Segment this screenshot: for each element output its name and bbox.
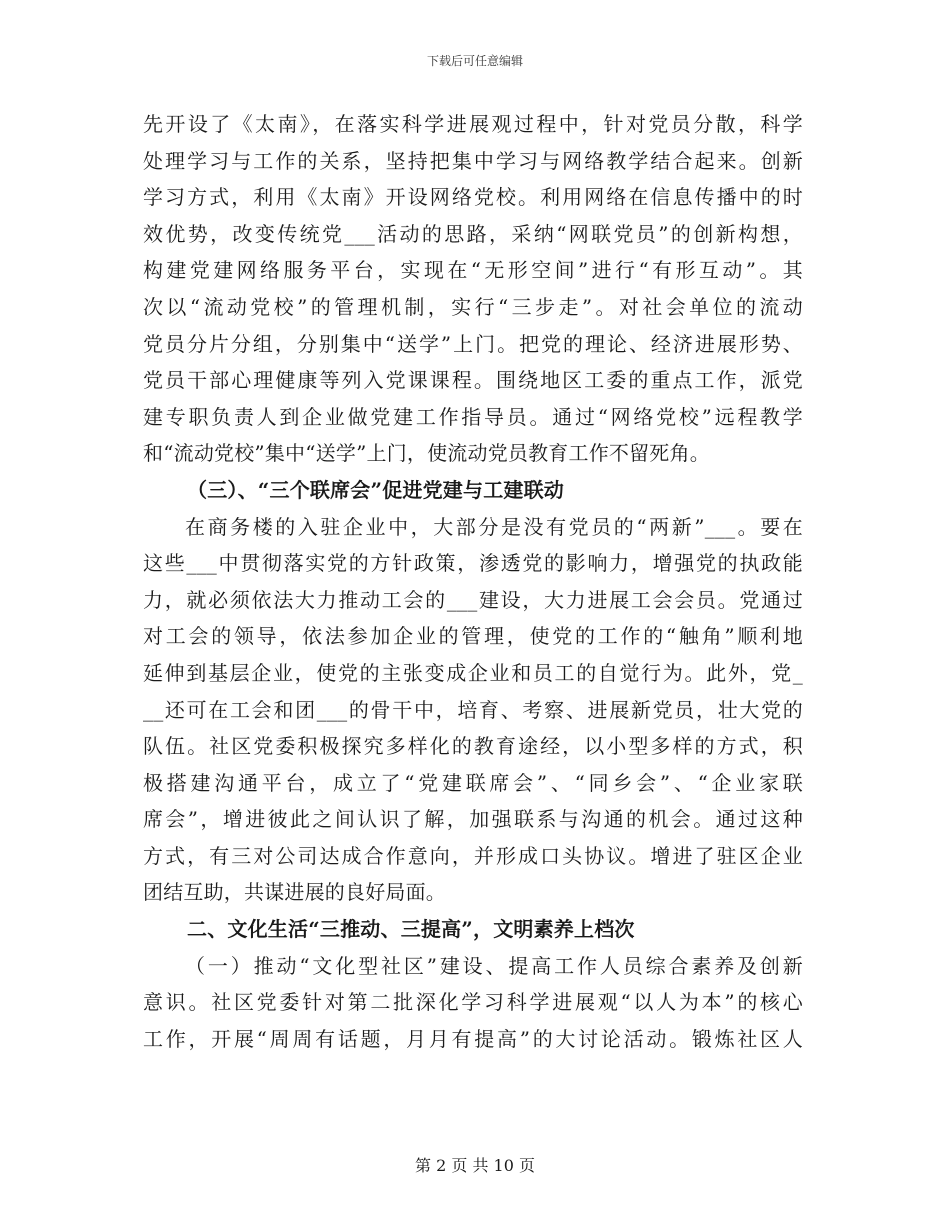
body-line: 队伍。社区党委积极探究多样化的教育途经，以小型多样的方式，积: [143, 734, 803, 759]
body-line: 工作，开展“周周有话题，月月有提高”的大讨论活动。锻炼社区人: [143, 1026, 803, 1051]
body-line: 建专职负责人到企业做党建工作指导员。通过“网络党校”远程教学: [143, 404, 803, 429]
section-heading: 二、文化生活“三推动、三提高”，文明素养上档次: [187, 917, 635, 942]
section-heading: （三）、“三个联席会”促进党建与工建联动: [187, 477, 565, 502]
body-line: 极搭建沟通平台，成立了“党建联席会”、“同乡会”、“企业家联: [143, 770, 803, 795]
body-line: 席会”，增进彼此之间认识了解，加强联系与沟通的机会。通过这种: [143, 807, 803, 832]
body-line: 延伸到基层企业，使党的主张变成企业和员工的自觉行为。此外，党_: [143, 660, 803, 685]
body-line: 力，就必须依法大力推动工会的___建设，大力进展工会会员。党通过: [143, 587, 803, 612]
body-line: 学习方式，利用《太南》开设网络党校。利用网络在信息传播中的时: [143, 185, 803, 210]
body-line: （一）推动“文化型社区”建设、提高工作人员综合素养及创新: [185, 953, 803, 978]
body-line: 构建党建网络服务平台，实现在“无形空间”进行“有形互动”。其: [143, 258, 803, 283]
body-line: __还可在工会和团___的骨干中，培育、考察、进展新党员，壮大党的: [143, 697, 803, 722]
body-line: 先开设了《太南》，在落实科学进展观过程中，针对党员分散，科学: [143, 112, 803, 136]
document-body: [143, 106, 803, 1057]
body-line: 方式，有三对公司达成合作意向，并形成口头协议。增进了驻区企业: [143, 843, 803, 868]
body-line: 意识。社区党委针对第二批深化学习科学进展观“以人为本”的核心: [143, 990, 803, 1015]
body-line: 和“流动党校”集中“送学”上门，使流动党员教育工作不留死角。: [143, 441, 710, 466]
body-line: 效优势，改变传统党___活动的思路，采纳“网联党员”的创新构想，: [143, 221, 803, 246]
page-number-footer: 第 2 页 共 10 页: [415, 1156, 535, 1175]
body-line: 团结互助，共谋进展的良好局面。: [143, 880, 446, 905]
page-header: 下载后可任意编辑: [426, 54, 523, 68]
body-line: 在商务楼的入驻企业中，大部分是没有党员的“两新”___。要在: [185, 514, 803, 539]
body-line: 党员干部心理健康等列入党课课程。围绕地区工委的重点工作，派党: [143, 368, 803, 393]
body-line: 党员分片分组，分别集中“送学”上门。把党的理论、经济进展形势、: [143, 331, 803, 356]
body-line: 对工会的领导，依法参加企业的管理，使党的工作的“触角”顺利地: [143, 624, 803, 649]
body-line: 这些___中贯彻落实党的方针政策，渗透党的影响力，增强党的执政能: [143, 551, 803, 576]
body-line: 处理学习与工作的关系，坚持把集中学习与网络教学结合起来。创新: [143, 148, 803, 173]
body-line: 次以“流动党校”的管理机制，实行“三步走”。对社会单位的流动: [143, 294, 803, 319]
